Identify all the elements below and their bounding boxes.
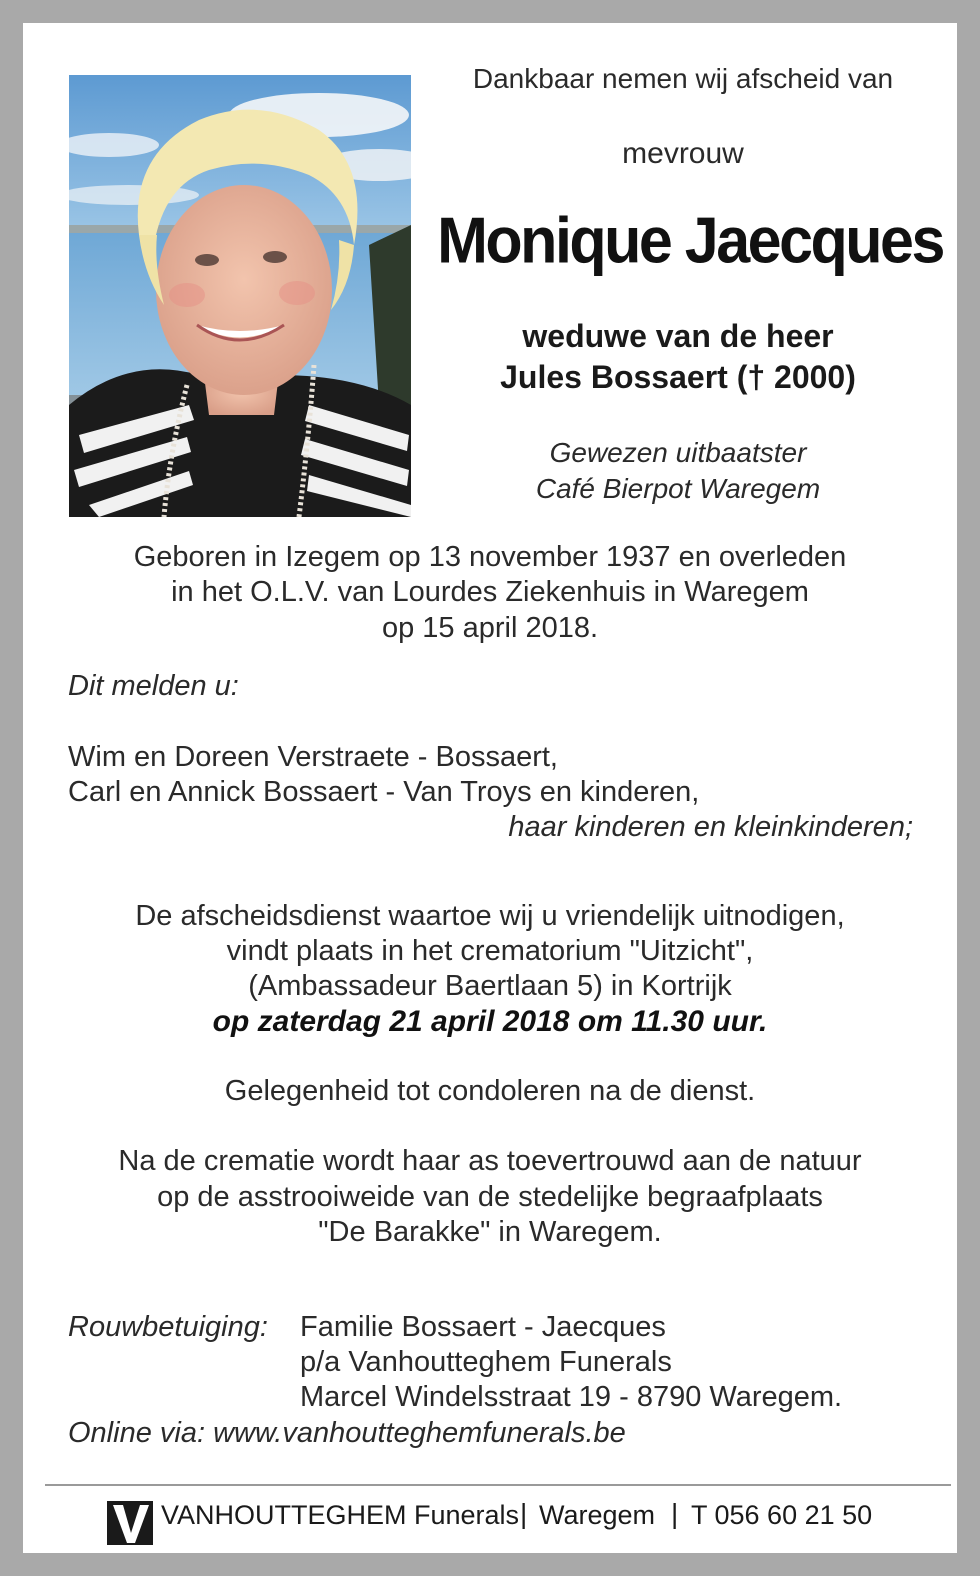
service-line-2: vindt plaats in het crematorium "Uitzicht", bbox=[226, 935, 754, 967]
cremation-line-1: Na de crematie wordt haar as toevertrouwd aan de natuur bbox=[118, 1145, 862, 1177]
death-notice-card bbox=[9, 9, 971, 1567]
announcer-line-2: Carl en Annick Bossaert - Van Troys en kinderen, bbox=[68, 776, 700, 808]
portrait-photo bbox=[69, 75, 411, 517]
birth-death-line-1: Geboren in Izegem op 13 november 1937 en overleden bbox=[133, 541, 847, 573]
service-line-3: (Ambassadeur Baertlaan 5) in Kortrijk bbox=[248, 970, 732, 1002]
mourning-line-3: Marcel Windelsstraat 19 - 8790 Waregem. bbox=[300, 1381, 843, 1413]
footer-phone: T 056 60 21 50 bbox=[691, 1500, 873, 1530]
card-inner bbox=[23, 23, 957, 1553]
service-datetime: op zaterdag 21 april 2018 om 11.30 uur. bbox=[212, 1005, 768, 1038]
announcers-intro: Dit melden u: bbox=[68, 670, 239, 702]
vanhoutteghem-logo-icon bbox=[107, 1501, 153, 1545]
announcer-relation: haar kinderen en kleinkinderen; bbox=[508, 811, 913, 843]
widow-line-2: Jules Bossaert († 2000) bbox=[500, 359, 856, 395]
footer-separator-1: | bbox=[520, 1498, 528, 1529]
deceased-name: Monique Jaecques bbox=[437, 204, 943, 277]
mourning-label: Rouwbetuiging: bbox=[68, 1311, 268, 1343]
occupation-line-1: Gewezen uitbaatster bbox=[549, 437, 807, 468]
announcer-line-1: Wim en Doreen Verstraete - Bossaert, bbox=[68, 741, 558, 773]
birth-death-line-2: in het O.L.V. van Lourdes Ziekenhuis in Waregem bbox=[171, 576, 809, 608]
footer-divider bbox=[45, 1484, 951, 1486]
mourning-line-2: p/a Vanhoutteghem Funerals bbox=[300, 1346, 672, 1378]
service-line-1: De afscheidsdienst waartoe wij u vriendelijk uitnodigen, bbox=[135, 900, 845, 932]
widow-line-1: weduwe van de heer bbox=[522, 318, 834, 354]
portrait-image bbox=[69, 75, 411, 517]
online-link[interactable]: Online via: www.vanhoutteghemfunerals.be bbox=[68, 1417, 626, 1449]
intro-text: Dankbaar nemen wij afscheid van bbox=[472, 63, 894, 94]
footer-separator-2: | bbox=[671, 1498, 679, 1529]
footer-city: Waregem bbox=[539, 1500, 656, 1530]
cremation-line-3: "De Barakke" in Waregem. bbox=[318, 1216, 662, 1248]
cremation-line-2: op de asstrooiweide van de stedelijke begraafplaats bbox=[157, 1181, 823, 1213]
title-prefix: mevrouw bbox=[622, 137, 744, 170]
mourning-line-1: Familie Bossaert - Jaecques bbox=[300, 1311, 666, 1343]
occupation-line-2: Café Bierpot Waregem bbox=[535, 473, 821, 504]
birth-death-line-3: op 15 april 2018. bbox=[381, 612, 599, 644]
condolence-text: Gelegenheid tot condoleren na de dienst. bbox=[224, 1075, 756, 1107]
footer-company: VANHOUTTEGHEM Funerals bbox=[161, 1500, 520, 1530]
